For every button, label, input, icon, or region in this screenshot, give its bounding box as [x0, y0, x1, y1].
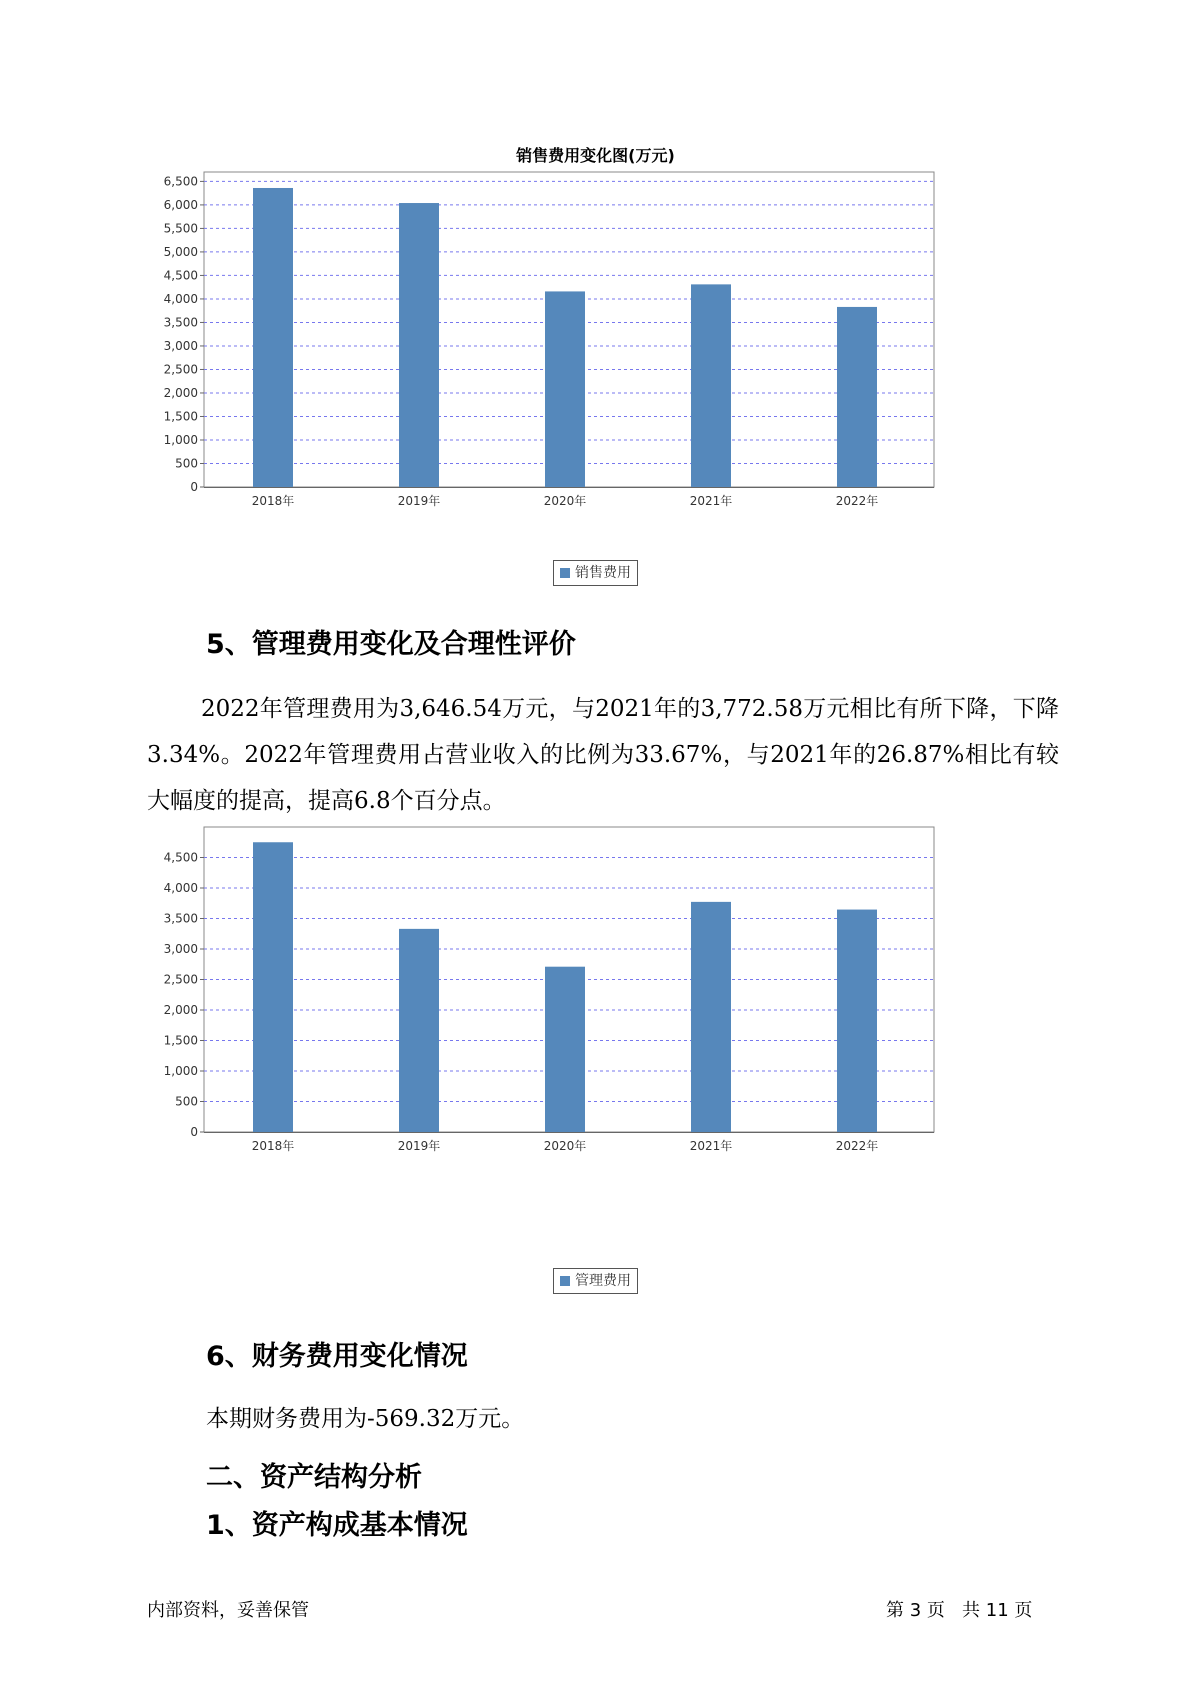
y-tick-label: 2,500	[163, 972, 198, 987]
y-tick-label: 500	[175, 1094, 198, 1109]
y-tick-label: 5,500	[163, 221, 198, 236]
y-tick-label: 4,500	[163, 850, 198, 865]
chart1-legend	[553, 560, 638, 586]
x-tick-label: 2022年	[835, 1139, 879, 1153]
y-tick-label: 4,000	[163, 291, 198, 306]
chart2-legend-label: 管理费用	[575, 1273, 631, 1289]
y-tick-label: 4,000	[163, 881, 198, 895]
y-tick-label: 0	[190, 1125, 198, 1139]
x-tick-label: 2018年	[251, 1139, 295, 1153]
section6-heading: 6、财务费用变化情况	[206, 1341, 468, 1372]
admin-expense-chart	[150, 850, 1050, 1230]
x-tick-label: 2022年	[835, 494, 879, 508]
y-tick-label: 3,000	[163, 338, 198, 353]
y-tick-label: 2,500	[163, 362, 198, 377]
bar-2018年	[253, 842, 293, 1132]
x-tick-label: 2021年	[689, 494, 733, 508]
x-tick-label: 2021年	[689, 1139, 733, 1153]
x-tick-label: 2018年	[251, 494, 295, 508]
section5-paragraph: 2022年管理费用为3,646.54万元，与2021年的3,772.58万元相比有所下降，下降3.34%。2022年管理费用占营业收入的比例为33.67%，与2021年的26.87%相比有较大幅度的提高，提高6.8个百分点。	[147, 696, 1059, 814]
asset-subheading: 1、资产构成基本情况	[206, 1510, 468, 1541]
bar-2020年	[545, 291, 585, 487]
bar-2021年	[691, 902, 731, 1132]
y-tick-label: 3,000	[163, 942, 198, 956]
y-tick-label: 1,000	[163, 1064, 198, 1078]
y-tick-label: 2,000	[163, 1003, 198, 1017]
y-tick-label: 4,500	[163, 268, 198, 283]
bar-2018年	[253, 188, 293, 487]
y-tick-label: 1,500	[163, 409, 198, 424]
y-tick-label: 3,500	[163, 911, 198, 926]
bar-2020年	[545, 967, 585, 1132]
x-tick-label: 2019年	[397, 494, 441, 508]
y-tick-label: 5,000	[163, 244, 198, 259]
legend-swatch	[560, 1276, 570, 1286]
chart1-title: 销售费用变化图(万元)	[516, 146, 675, 165]
y-tick-label: 500	[175, 456, 198, 471]
y-tick-label: 0	[190, 480, 198, 494]
y-tick-label: 6,500	[163, 174, 198, 189]
y-tick-label: 1,000	[163, 432, 198, 447]
page-number: 第 3 页 共 11 页	[886, 1600, 1033, 1621]
chart2-legend	[553, 1268, 638, 1294]
chart1-legend-label: 销售费用	[575, 565, 631, 581]
y-tick-label: 3,500	[163, 315, 198, 330]
y-tick-label: 1,500	[163, 1033, 198, 1048]
y-tick-label: 6,000	[163, 197, 198, 212]
section6-text: 本期财务费用为-569.32万元。	[206, 1406, 525, 1432]
x-tick-label: 2020年	[543, 494, 587, 508]
sales-expense-chart	[150, 160, 1050, 520]
bar-2022年	[837, 307, 877, 487]
y-tick-label: 2,000	[163, 385, 198, 400]
x-tick-label: 2020年	[543, 1139, 587, 1153]
x-tick-label: 2019年	[397, 1139, 441, 1153]
bar-2021年	[691, 284, 731, 487]
bar-2019年	[399, 929, 439, 1132]
bar-2022年	[837, 910, 877, 1132]
legend-swatch	[560, 568, 570, 578]
bar-2019年	[399, 203, 439, 487]
asset-section-heading: 二、资产结构分析	[206, 1462, 422, 1493]
footer-confidential: 内部资料，妥善保管	[147, 1600, 309, 1621]
section5-heading: 5、管理费用变化及合理性评价	[206, 629, 576, 660]
